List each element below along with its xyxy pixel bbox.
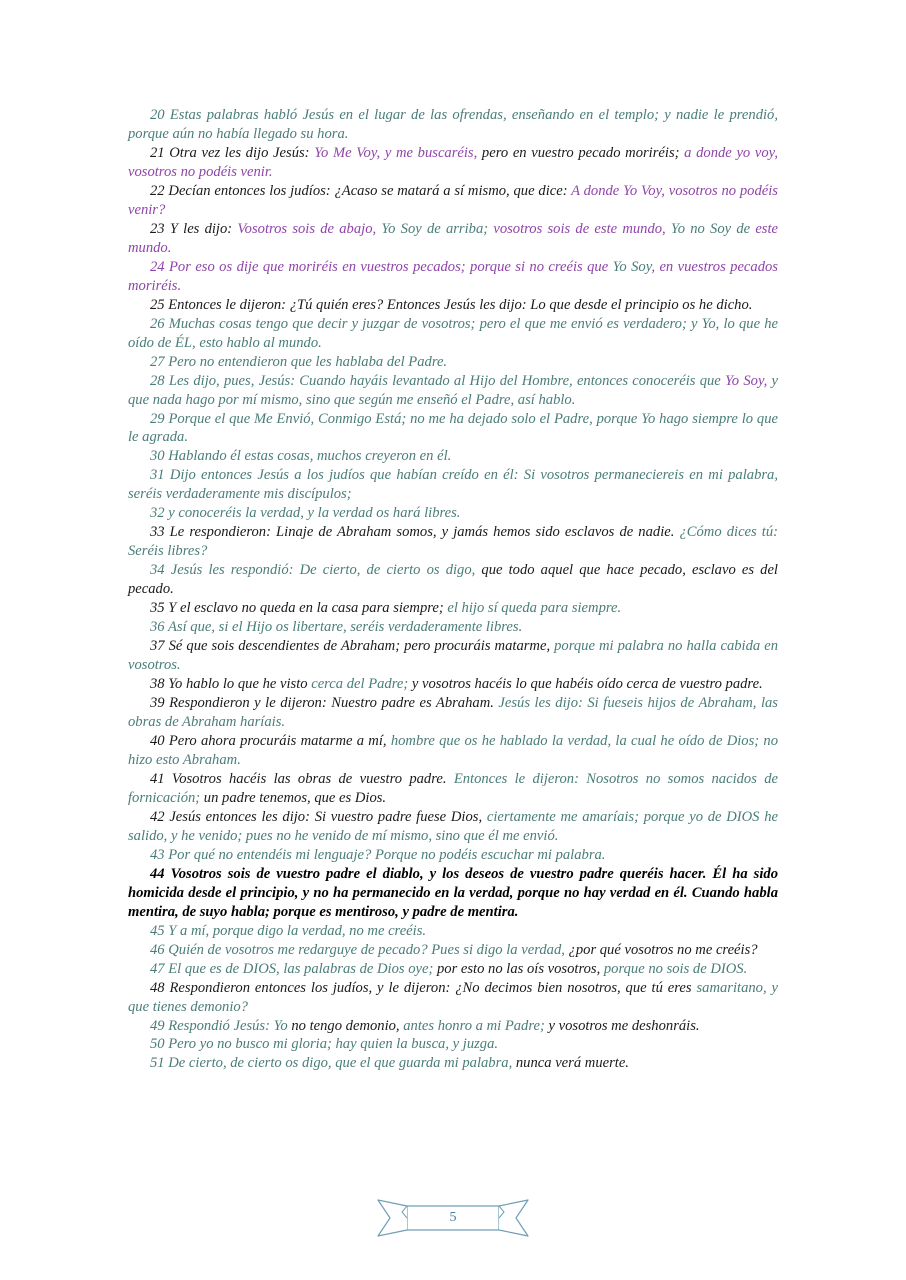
verse <box>128 220 778 258</box>
ribbon-decoration <box>374 1198 532 1238</box>
verse-number: 24 <box>150 258 165 275</box>
verse-segment: Les dijo, pues, Jesús: Cuando hayáis levantado al Hijo del Hombre, entonces conoceréis que <box>164 372 726 389</box>
verse-number: 20 <box>150 107 165 123</box>
verse-segment: Respondieron entonces los judíos, y le dijeron: ¿No decimos bien nosotros, que tú eres <box>164 979 697 996</box>
verse-segment: Por eso os dije que moriréis en vuestros pecados; porque si no creéis que <box>164 258 613 275</box>
verse-segment: no tengo demonio, <box>287 1017 404 1034</box>
verse-segment: Le respondieron: Linaje de Abraham somos, y jamás hemos sido esclavos de nadie. <box>164 524 680 541</box>
verse-number: 43 <box>150 846 165 863</box>
verse <box>128 353 778 372</box>
verse <box>128 144 778 182</box>
verse-number: 34 <box>150 562 165 579</box>
verse <box>128 466 778 504</box>
scripture-text-body <box>128 106 778 1073</box>
verse-number: 50 <box>150 1036 165 1053</box>
verse-number: 49 <box>150 1017 165 1034</box>
verse-segment: Yo hablo lo que he visto <box>164 676 312 693</box>
verse-segment: Yo Soy de arriba; <box>381 220 489 237</box>
verse <box>128 258 778 296</box>
verse <box>128 1054 778 1073</box>
verse-number: 25 <box>150 296 165 313</box>
verse-segment: este mundo. <box>128 220 779 256</box>
verse-segment: ¿por qué vosotros no me creéis? <box>568 941 758 958</box>
verse-segment: ¿Cómo dices tú: Seréis libres? <box>128 524 778 560</box>
verse-number: 22 <box>150 182 165 199</box>
verse-number: 37 <box>150 638 165 655</box>
verse-number: 26 <box>150 315 165 332</box>
verse-number: 32 <box>150 505 165 522</box>
verse-number: 29 <box>150 410 165 427</box>
verse-number: 40 <box>150 732 165 749</box>
verse-segment: Pero yo no busco mi gloria; hay quien la busca, y juzga. <box>164 1036 499 1053</box>
verse <box>128 315 778 353</box>
verse-number: 30 <box>150 448 165 465</box>
verse-segment: por esto no las oís vosotros, <box>433 960 604 977</box>
verse-segment: Y les dijo: <box>164 220 238 237</box>
verse <box>128 732 778 770</box>
verse-segment: Así que, si el Hijo os libertare, seréis verdaderamente libres. <box>164 619 523 636</box>
verse-segment: Jesús les respondió: De cierto, de cierto os digo, <box>164 562 476 579</box>
verse-number: 27 <box>150 353 165 370</box>
verse-segment: Sé que sois descendientes de Abraham; pero procuráis matarme, <box>164 638 555 655</box>
verse <box>128 941 778 960</box>
verse-segment: y vosotros me deshonráis. <box>544 1017 700 1034</box>
verse-segment: pero en vuestro pecado moriréis; <box>477 144 685 161</box>
verse-segment: Otra vez les dijo Jesús: <box>164 144 315 161</box>
verse-number: 46 <box>150 941 165 958</box>
verse-number: 35 <box>150 600 165 617</box>
verse-segment: hombre que os he hablado la verdad, la cual he oído de Dios; no hizo esto Abraham. <box>128 732 778 768</box>
verse-segment: Yo Soy, <box>725 372 768 389</box>
verse-segment: Vosotros sois de abajo, <box>237 220 382 237</box>
verse-segment: Muchas cosas tengo que decir y juzgar de vosotros; pero el que me envió es verdadero; y Yo, lo que he oído de ÉL, esto hablo al mundo. <box>128 315 778 351</box>
verse <box>128 504 778 523</box>
verse-segment: Yo no Soy de <box>670 220 751 237</box>
verse <box>128 447 778 466</box>
verse-segment: Vosotros hacéis las obras de vuestro padre. <box>164 770 454 787</box>
verse-number: 42 <box>150 808 165 825</box>
verse-number: 47 <box>150 960 165 977</box>
verse <box>128 1035 778 1054</box>
verse <box>128 846 778 865</box>
verse-number: 21 <box>150 144 165 161</box>
verse-segment: Decían entonces los judíos: ¿Acaso se matará a sí mismo, que dice: <box>164 182 572 199</box>
verse-segment: Por qué no entendéis mi lenguaje? Porque no podéis escuchar mi palabra. <box>164 846 606 863</box>
verse-segment: Estas palabras habló Jesús en el lugar de las ofrendas, enseñando en el templo; y nadie le prendió, porque aún no había llegado su hora. <box>128 107 778 142</box>
page-number: 5 <box>449 1210 457 1225</box>
verse-segment: Respondieron y le dijeron: Nuestro padre es Abraham. <box>164 695 499 712</box>
verse-segment: Y el esclavo no queda en la casa para siempre; <box>164 600 448 617</box>
verse <box>128 865 778 922</box>
verse <box>128 675 778 694</box>
verse-segment: Yo Soy <box>612 258 652 275</box>
verse-segment: porque mi palabra no halla cabida en vosotros. <box>128 638 778 674</box>
verse-segment: samaritano, y que tienes demonio? <box>128 979 778 1015</box>
verse-number: 28 <box>150 372 165 389</box>
verse-number: 51 <box>150 1055 165 1072</box>
verse-segment: Entonces le dijeron: ¿Tú quién eres? Entonces Jesús les dijo: Lo que desde el principio os he dicho. <box>164 296 753 313</box>
verse <box>128 561 778 599</box>
verse <box>128 599 778 618</box>
verse-segment: y que nada hago por mí mismo, sino que según me enseñó el Padre, así hablo. <box>128 372 778 408</box>
verse <box>128 808 778 846</box>
verse-segment: Dijo entonces Jesús a los judíos que habían creído en él: Si vosotros permaneciereis en mi palabra, seréis verdaderamente mis discípulos; <box>128 467 778 503</box>
verse-segment: Y a mí, porque digo la verdad, no me creéis. <box>164 922 427 939</box>
verse-number: 39 <box>150 695 165 712</box>
verse-segment: porque no sois de DIOS. <box>603 960 748 977</box>
verse-segment: ciertamente me amaríais; porque yo de DIOS he salido, y he venido; pues no he venido de mí mismo, sino que él me envió. <box>128 808 778 844</box>
verse-segment: el hijo sí queda para siempre. <box>447 600 622 617</box>
verse <box>128 637 778 675</box>
verse <box>128 106 778 144</box>
verse-segment: y conoceréis la verdad, y la verdad os hará libres. <box>164 505 461 522</box>
verse-segment: Pero ahora procuráis matarme a mí, <box>164 732 391 749</box>
verse-segment: Jesús entonces les dijo: Si vuestro padre fuese Dios, <box>164 808 487 825</box>
verse <box>128 618 778 637</box>
verse <box>128 410 778 448</box>
verse <box>128 372 778 410</box>
verse-segment: nunca verá muerte. <box>512 1055 629 1072</box>
verse <box>128 960 778 979</box>
verse-number: 45 <box>150 922 165 939</box>
verse-segment: Respondió Jesús: Yo <box>164 1017 288 1034</box>
verse <box>128 296 778 315</box>
page-footer <box>0 1198 906 1238</box>
verse-segment: cerca del Padre; <box>311 676 409 693</box>
verse <box>128 182 778 220</box>
verse-segment: un padre tenemos, que es Dios. <box>200 789 387 806</box>
verse-number: 23 <box>150 220 165 237</box>
verse-segment: Yo Me Voy, y me buscaréis, <box>314 144 478 161</box>
verse-segment: antes honro a mi Padre; <box>403 1017 545 1034</box>
verse <box>128 694 778 732</box>
verse-segment: que todo aquel que hace pecado, esclavo es del pecado. <box>128 562 778 598</box>
verse <box>128 979 778 1017</box>
verse-number: 31 <box>150 467 165 484</box>
verse-segment: y vosotros hacéis lo que habéis oído cerca de vuestro padre. <box>408 676 763 693</box>
verse <box>128 922 778 941</box>
verse-number: 36 <box>150 619 165 636</box>
verse-number: 38 <box>150 676 165 693</box>
verse-number: 44 <box>150 865 165 882</box>
verse-segment: A donde Yo Voy, vosotros no podéis venir? <box>128 182 778 218</box>
verse-segment: vosotros sois de este mundo, <box>488 220 671 237</box>
verse <box>128 523 778 561</box>
verse-segment: Quién de vosotros me redarguye de pecado? Pues si digo la verdad, <box>164 941 569 958</box>
verse-segment: De cierto, de cierto os digo, que el que guarda mi palabra, <box>164 1055 513 1072</box>
verse-number: 33 <box>150 524 165 541</box>
verse-segment: a donde yo voy, vosotros no podéis venir. <box>128 144 778 180</box>
verse-number: 41 <box>150 770 165 787</box>
verse-segment: El que es de DIOS, las palabras de Dios oye; <box>164 960 434 977</box>
verse-segment: Entonces le dijeron: Nosotros no somos nacidos de fornicación; <box>128 770 778 806</box>
verse-segment: Porque el que Me Envió, Conmigo Está; no me ha dejado solo el Padre, porque Yo hago siempre lo que le agrada. <box>128 410 778 446</box>
verse-segment: , en vuestros pecados moriréis. <box>128 258 778 294</box>
verse-segment: Vosotros sois de vuestro padre el diablo, y los deseos de vuestro padre queréis hacer. Él ha sido homicida desde el principio, y no ha permanecido en la verdad, porque no hay verdad en él. Cuando habla mentira, de suyo habla; porque es mentiroso, y padre de mentira. <box>128 865 778 920</box>
verse-number: 48 <box>150 979 165 996</box>
verse-segment: Pero no entendieron que les hablaba del Padre. <box>164 353 448 370</box>
verse-segment: Hablando él estas cosas, muchos creyeron en él. <box>164 448 452 465</box>
verse <box>128 1017 778 1036</box>
verse <box>128 770 778 808</box>
verse-segment: Jesús les dijo: Si fueseis hijos de Abraham, las obras de Abraham haríais. <box>128 695 778 730</box>
